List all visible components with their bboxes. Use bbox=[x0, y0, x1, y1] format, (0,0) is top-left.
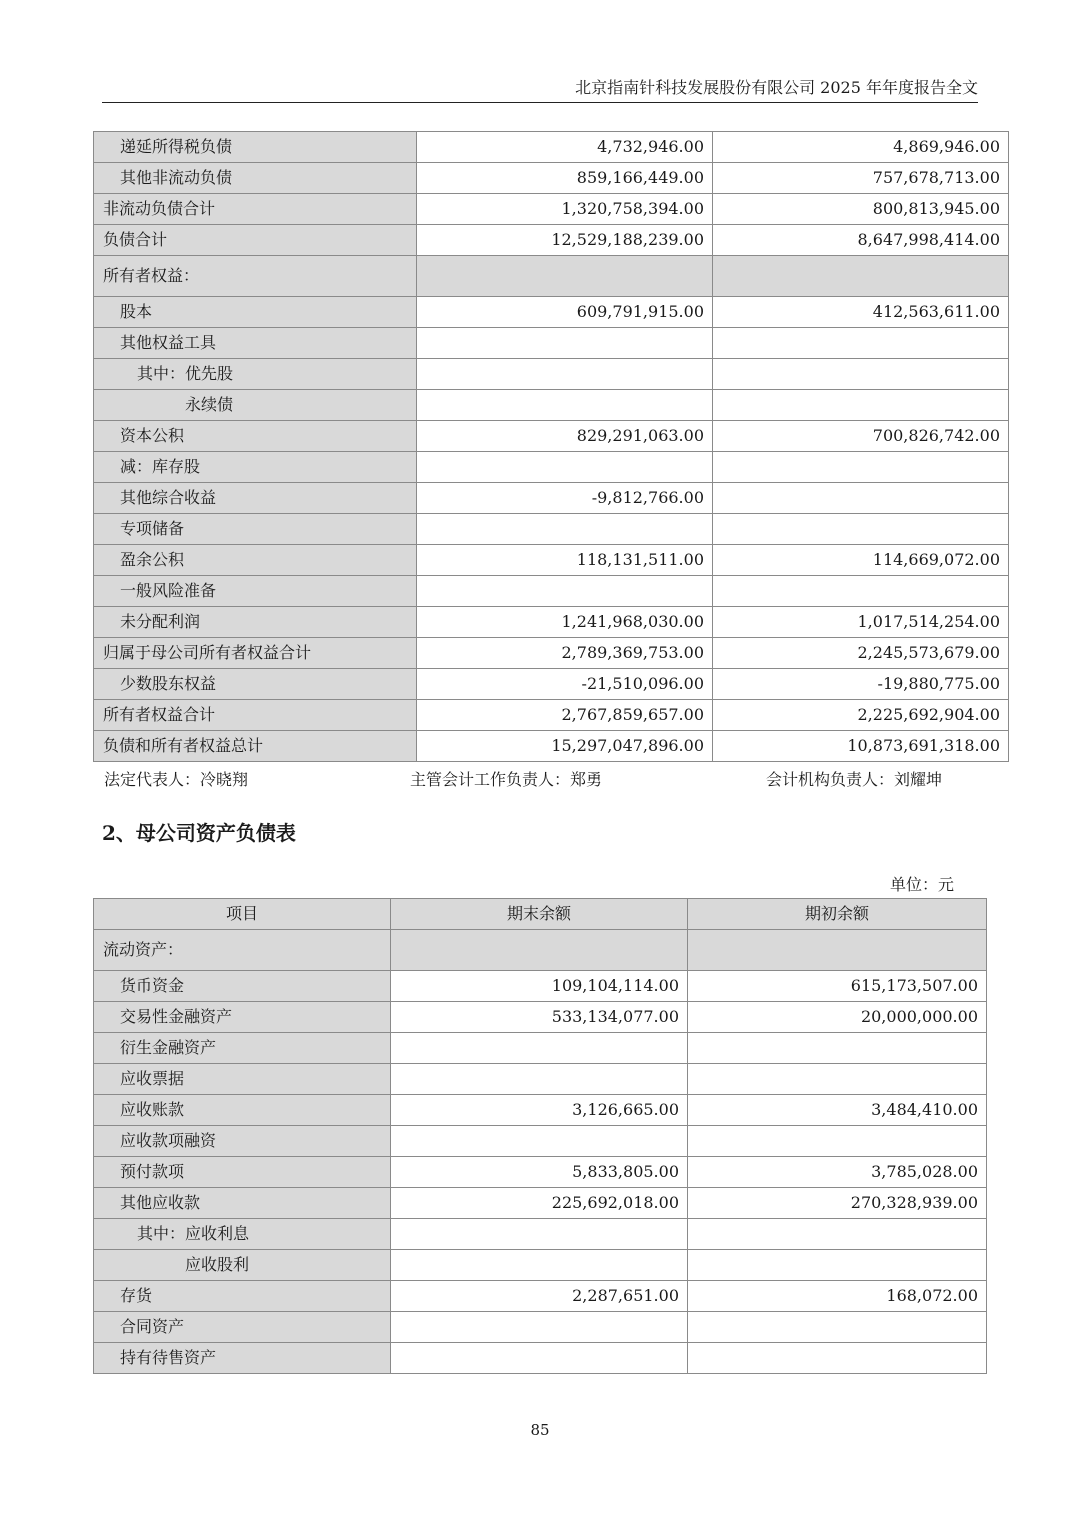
table-row bbox=[94, 731, 1009, 762]
row-label: 应收股利 bbox=[94, 1250, 391, 1281]
end-balance-cell: -21,510,096.00 bbox=[417, 669, 713, 700]
begin-balance-cell: 2,245,573,679.00 bbox=[713, 638, 1009, 669]
end-balance-cell bbox=[417, 452, 713, 483]
row-label: 永续债 bbox=[94, 390, 417, 421]
table-row bbox=[94, 545, 1009, 576]
table-row bbox=[94, 328, 1009, 359]
page-number: 85 bbox=[530, 1421, 550, 1439]
table-row bbox=[94, 1064, 987, 1095]
row-label: 递延所得税负债 bbox=[94, 132, 417, 163]
header-divider bbox=[102, 102, 978, 103]
begin-balance-cell bbox=[688, 930, 987, 971]
table-row bbox=[94, 514, 1009, 545]
table-row bbox=[94, 1095, 987, 1126]
column-header-item: 项目 bbox=[94, 899, 391, 930]
report-header-title: 北京指南针科技发展股份有限公司 2025 年年度报告全文 bbox=[575, 78, 978, 97]
row-label: 预付款项 bbox=[94, 1157, 391, 1188]
end-balance-cell bbox=[417, 390, 713, 421]
begin-balance-cell: 10,873,691,318.00 bbox=[713, 731, 1009, 762]
begin-balance-cell: 3,785,028.00 bbox=[688, 1157, 987, 1188]
begin-balance-cell: 757,678,713.00 bbox=[713, 163, 1009, 194]
table-row bbox=[94, 1219, 987, 1250]
end-balance-cell bbox=[391, 1312, 688, 1343]
begin-balance-cell bbox=[713, 359, 1009, 390]
end-balance-cell bbox=[417, 359, 713, 390]
table-row bbox=[94, 163, 1009, 194]
table-row bbox=[94, 971, 987, 1002]
row-label: 少数股东权益 bbox=[94, 669, 417, 700]
end-balance-cell: 3,126,665.00 bbox=[391, 1095, 688, 1126]
parent-balance-sheet bbox=[93, 898, 987, 1374]
row-label: 减：库存股 bbox=[94, 452, 417, 483]
row-label: 所有者权益合计 bbox=[94, 700, 417, 731]
table-row bbox=[94, 297, 1009, 328]
end-balance-cell bbox=[417, 328, 713, 359]
table-row bbox=[94, 669, 1009, 700]
begin-balance-cell bbox=[688, 1064, 987, 1095]
end-balance-cell bbox=[417, 514, 713, 545]
row-label: 合同资产 bbox=[94, 1312, 391, 1343]
begin-balance-cell: 168,072.00 bbox=[688, 1281, 987, 1312]
begin-balance-cell bbox=[688, 1250, 987, 1281]
end-balance-cell: 225,692,018.00 bbox=[391, 1188, 688, 1219]
table-row bbox=[94, 576, 1009, 607]
row-label: 非流动负债合计 bbox=[94, 194, 417, 225]
begin-balance-cell: 800,813,945.00 bbox=[713, 194, 1009, 225]
table-row bbox=[94, 1281, 987, 1312]
row-label: 专项储备 bbox=[94, 514, 417, 545]
end-balance-cell bbox=[391, 1343, 688, 1374]
end-balance-cell: 2,789,369,753.00 bbox=[417, 638, 713, 669]
table-row bbox=[94, 483, 1009, 514]
table-row bbox=[94, 390, 1009, 421]
begin-balance-cell bbox=[713, 256, 1009, 297]
begin-balance-cell bbox=[688, 1033, 987, 1064]
table-row bbox=[94, 194, 1009, 225]
row-label: 资本公积 bbox=[94, 421, 417, 452]
row-label: 其他综合收益 bbox=[94, 483, 417, 514]
table-row bbox=[94, 421, 1009, 452]
table-row bbox=[94, 256, 1009, 297]
begin-balance-cell bbox=[713, 328, 1009, 359]
row-label: 交易性金融资产 bbox=[94, 1002, 391, 1033]
table-row bbox=[94, 930, 987, 971]
begin-balance-cell: 270,328,939.00 bbox=[688, 1188, 987, 1219]
begin-balance-cell bbox=[713, 452, 1009, 483]
row-label: 应收票据 bbox=[94, 1064, 391, 1095]
row-label: 股本 bbox=[94, 297, 417, 328]
table-row bbox=[94, 1250, 987, 1281]
begin-balance-cell: 114,669,072.00 bbox=[713, 545, 1009, 576]
table-header-row bbox=[94, 899, 987, 930]
table-row bbox=[94, 1126, 987, 1157]
table-row bbox=[94, 1002, 987, 1033]
begin-balance-cell: 8,647,998,414.00 bbox=[713, 225, 1009, 256]
table-row bbox=[94, 1157, 987, 1188]
row-label: 负债合计 bbox=[94, 225, 417, 256]
table-row bbox=[94, 1033, 987, 1064]
begin-balance-cell bbox=[688, 1343, 987, 1374]
begin-balance-cell bbox=[688, 1312, 987, 1343]
signature-accounting-head: 主管会计工作负责人：郑勇 bbox=[410, 770, 603, 789]
begin-balance-cell bbox=[713, 483, 1009, 514]
begin-balance-cell: 20,000,000.00 bbox=[688, 1002, 987, 1033]
begin-balance-cell bbox=[688, 1126, 987, 1157]
row-label: 流动资产： bbox=[94, 930, 391, 971]
section-title: 2、母公司资产负债表 bbox=[102, 821, 296, 845]
row-label: 其他非流动负债 bbox=[94, 163, 417, 194]
end-balance-cell: 12,529,188,239.00 bbox=[417, 225, 713, 256]
begin-balance-cell: 412,563,611.00 bbox=[713, 297, 1009, 328]
end-balance-cell bbox=[391, 1064, 688, 1095]
begin-balance-cell bbox=[713, 576, 1009, 607]
begin-balance-cell: 615,173,507.00 bbox=[688, 971, 987, 1002]
end-balance-cell: 609,791,915.00 bbox=[417, 297, 713, 328]
row-label: 其中：应收利息 bbox=[94, 1219, 391, 1250]
end-balance-cell: 533,134,077.00 bbox=[391, 1002, 688, 1033]
table-row bbox=[94, 225, 1009, 256]
row-label: 货币资金 bbox=[94, 971, 391, 1002]
column-header-begin-balance: 期初余额 bbox=[688, 899, 987, 930]
table-row bbox=[94, 1312, 987, 1343]
end-balance-cell: 1,241,968,030.00 bbox=[417, 607, 713, 638]
column-header-end-balance: 期末余额 bbox=[391, 899, 688, 930]
end-balance-cell: 5,833,805.00 bbox=[391, 1157, 688, 1188]
row-label: 盈余公积 bbox=[94, 545, 417, 576]
row-label: 所有者权益： bbox=[94, 256, 417, 297]
end-balance-cell: -9,812,766.00 bbox=[417, 483, 713, 514]
begin-balance-cell: 2,225,692,904.00 bbox=[713, 700, 1009, 731]
row-label: 衍生金融资产 bbox=[94, 1033, 391, 1064]
table-row bbox=[94, 452, 1009, 483]
row-label: 未分配利润 bbox=[94, 607, 417, 638]
row-label: 存货 bbox=[94, 1281, 391, 1312]
end-balance-cell: 15,297,047,896.00 bbox=[417, 731, 713, 762]
row-label: 其中：优先股 bbox=[94, 359, 417, 390]
table-row bbox=[94, 1343, 987, 1374]
end-balance-cell: 2,287,651.00 bbox=[391, 1281, 688, 1312]
begin-balance-cell bbox=[688, 1219, 987, 1250]
unit-label: 单位：元 bbox=[890, 875, 955, 894]
table-row bbox=[94, 607, 1009, 638]
end-balance-cell: 829,291,063.00 bbox=[417, 421, 713, 452]
end-balance-cell bbox=[391, 1250, 688, 1281]
end-balance-cell bbox=[391, 930, 688, 971]
begin-balance-cell: 4,869,946.00 bbox=[713, 132, 1009, 163]
end-balance-cell: 118,131,511.00 bbox=[417, 545, 713, 576]
table-row bbox=[94, 1188, 987, 1219]
end-balance-cell bbox=[391, 1219, 688, 1250]
row-label: 一般风险准备 bbox=[94, 576, 417, 607]
begin-balance-cell: -19,880,775.00 bbox=[713, 669, 1009, 700]
consolidated-balance-sheet-continued bbox=[93, 131, 1009, 762]
end-balance-cell: 4,732,946.00 bbox=[417, 132, 713, 163]
row-label: 其他应收款 bbox=[94, 1188, 391, 1219]
end-balance-cell bbox=[391, 1126, 688, 1157]
begin-balance-cell: 700,826,742.00 bbox=[713, 421, 1009, 452]
row-label: 应收款项融资 bbox=[94, 1126, 391, 1157]
end-balance-cell bbox=[391, 1033, 688, 1064]
table-row bbox=[94, 638, 1009, 669]
row-label: 应收账款 bbox=[94, 1095, 391, 1126]
begin-balance-cell bbox=[713, 390, 1009, 421]
end-balance-cell: 2,767,859,657.00 bbox=[417, 700, 713, 731]
end-balance-cell: 859,166,449.00 bbox=[417, 163, 713, 194]
table-row bbox=[94, 359, 1009, 390]
end-balance-cell: 1,320,758,394.00 bbox=[417, 194, 713, 225]
begin-balance-cell bbox=[713, 514, 1009, 545]
row-label: 其他权益工具 bbox=[94, 328, 417, 359]
row-label: 归属于母公司所有者权益合计 bbox=[94, 638, 417, 669]
end-balance-cell bbox=[417, 256, 713, 297]
table-row bbox=[94, 700, 1009, 731]
row-label: 负债和所有者权益总计 bbox=[94, 731, 417, 762]
begin-balance-cell: 3,484,410.00 bbox=[688, 1095, 987, 1126]
row-label: 持有待售资产 bbox=[94, 1343, 391, 1374]
begin-balance-cell: 1,017,514,254.00 bbox=[713, 607, 1009, 638]
end-balance-cell: 109,104,114.00 bbox=[391, 971, 688, 1002]
signature-legal-representative: 法定代表人：冷晓翔 bbox=[104, 770, 249, 789]
end-balance-cell bbox=[417, 576, 713, 607]
signature-accounting-dept-head: 会计机构负责人：刘耀坤 bbox=[766, 770, 943, 789]
table-row bbox=[94, 132, 1009, 163]
